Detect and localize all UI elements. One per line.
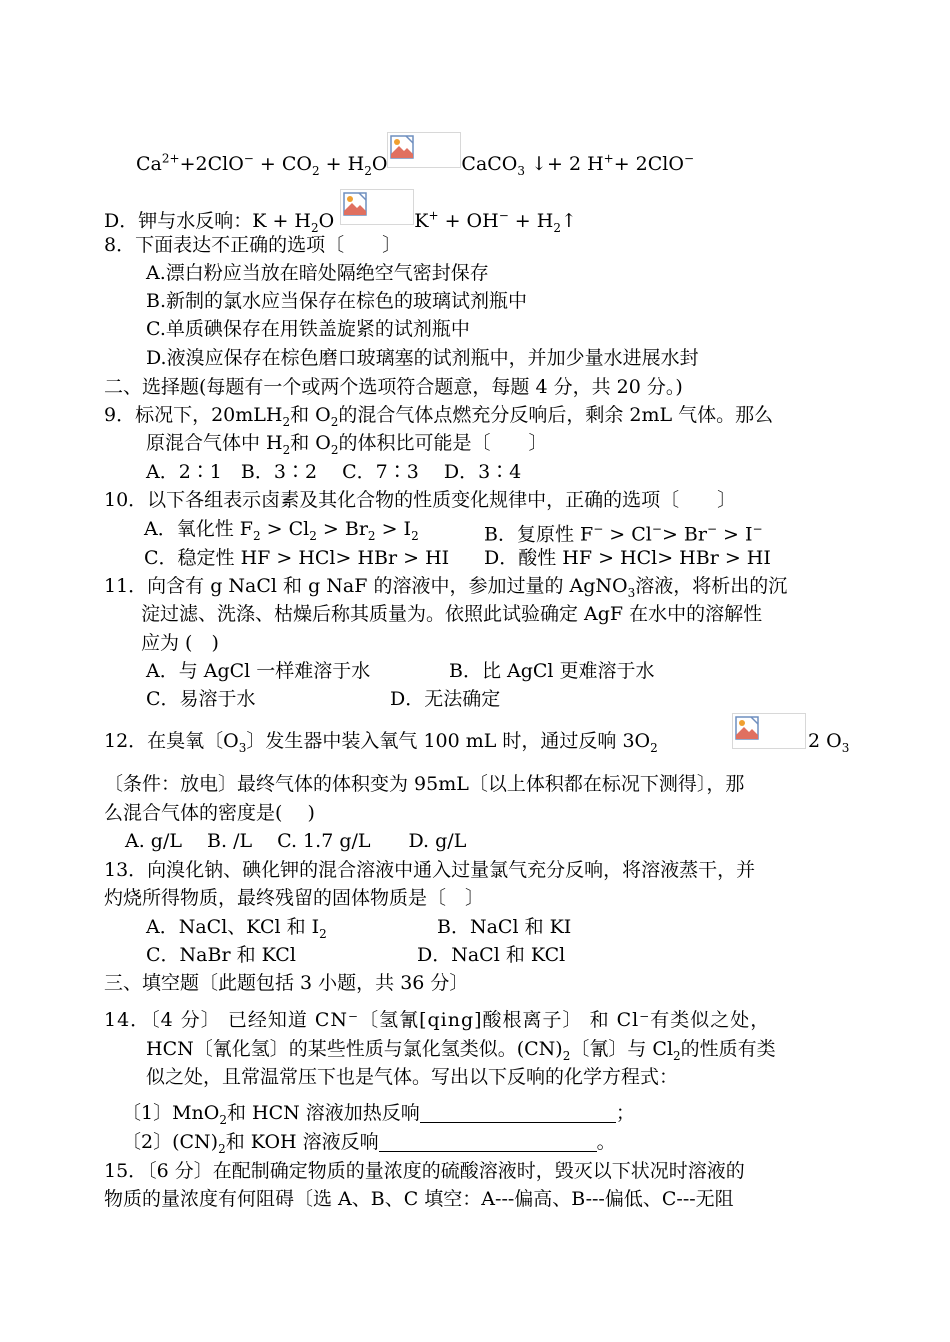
q13-line-1: 13．向溴化钠、碘化钾的混合溶液中通入过量氯气充分反响，将溶液蒸干，并 <box>104 859 756 881</box>
text: 2 O <box>808 730 842 752</box>
text: ↓+ 2 H <box>525 153 604 175</box>
q12-line-2: 〔条件：放电〕最终气体的体积变为 95mL〔以上体积都在标况下测得〕，那 <box>104 773 745 795</box>
q8-option-c: C.单质碘保存在用铁盖旋紧的试剂瓶中 <box>146 318 470 340</box>
q11-option-b: B．比 AgCl 更难溶于水 <box>449 660 655 682</box>
q11-line-3: 应为 ( ) <box>141 632 219 654</box>
text: + 2ClO <box>613 153 684 175</box>
q12-line-3: 么混合气体的密度是( ) <box>104 802 315 824</box>
text: 。 <box>596 1131 616 1153</box>
text: 和 O <box>290 432 331 454</box>
subscript: 2 <box>252 528 261 543</box>
text: D．钾与水反响：K + H <box>104 210 311 232</box>
subscript: 2 <box>330 414 339 429</box>
subscript: 2 <box>367 528 376 543</box>
text: > Cl <box>603 523 652 546</box>
subscript: 2 <box>553 220 561 235</box>
q11-option-a: A．与 AgCl 一样难溶于水 <box>146 660 371 682</box>
superscript: + <box>603 151 614 166</box>
q12-options: A. g/L B. /L C. 1.7 g/L D. g/L <box>125 830 467 852</box>
text: K <box>414 210 429 232</box>
text: HCN〔氰化氢〕的某些性质与氯化氢类似。(CN) <box>146 1038 563 1060</box>
text: O <box>371 153 388 175</box>
subscript: 2 <box>219 1112 227 1127</box>
q8-option-a: A.漂白粉应当放在暗处隔绝空气密封保存 <box>146 262 489 284</box>
subscript: 2 <box>282 442 291 457</box>
q7-c-equation <box>136 132 694 184</box>
text: 9．标况下，20mLH <box>104 404 283 426</box>
text: Ca <box>136 153 162 175</box>
text: + H <box>319 153 365 175</box>
text: ； <box>615 1102 635 1124</box>
text: 〔氰〕与 Cl <box>570 1038 674 1060</box>
text: 〔1〕MnO <box>122 1102 220 1124</box>
subscript: 3 <box>238 740 247 755</box>
text: 〕发生器中装入氧气 100 mL 时，通过反响 3O <box>246 730 651 752</box>
q14-line-1: 14．〔4 分〕 已经知道 CN⁻〔氢氰[qing]酸根离子〕 和 Cl⁻有类似之处， <box>104 1009 771 1031</box>
superscript: − <box>683 151 695 166</box>
q10-option-a <box>144 516 419 549</box>
text: + H <box>508 210 554 232</box>
q11-option-c: C．易溶于水 <box>146 688 256 710</box>
superscript: − <box>593 522 604 536</box>
q9-options: A．2∶1 B．3∶2 C．7∶3 D．3∶4 <box>146 461 522 483</box>
text: 和 KOH 溶液反响 <box>225 1131 379 1153</box>
text: > I <box>717 523 753 546</box>
text: CaCO <box>461 153 518 175</box>
text: + CO <box>253 153 312 175</box>
text: +2ClO <box>179 153 244 175</box>
broken-image-icon <box>340 189 414 225</box>
subscript: 2 <box>562 1048 571 1063</box>
q11-option-d: D．无法确定 <box>390 688 501 710</box>
q13-option-c: C．NaBr 和 KCl <box>146 944 296 966</box>
q10-option-c: C．稳定性 HF > HCl> HBr > HI <box>144 547 450 569</box>
q13-line-2: 灼烧所得物质，最终残留的固体物质是〔 〕 <box>104 887 485 909</box>
superscript: − <box>706 522 718 536</box>
subscript: 2 <box>282 414 291 429</box>
superscript: − <box>243 151 254 166</box>
broken-image-icon <box>732 713 806 749</box>
text: > Cl <box>260 518 310 540</box>
q14-sub-1 <box>122 1100 635 1133</box>
text: ↑ <box>560 210 577 232</box>
q10-stem: 10．以下各组表示卤素及其化合物的性质变化规律中，正确的选项〔 〕 <box>104 489 737 511</box>
text: 的体积比可能是〔 〕 <box>338 432 548 454</box>
text: > Br <box>661 523 707 546</box>
subscript: 2 <box>218 1141 226 1156</box>
subscript: 2 <box>673 1048 681 1063</box>
text: 12．在臭氧〔O <box>104 730 239 752</box>
subscript: 2 <box>411 528 419 543</box>
section-3-heading: 三、填空题〔此题包括 3 小题，共 36 分〕 <box>104 972 469 994</box>
q10-option-d: D．酸性 HF > HCl> HBr > HI <box>484 547 771 569</box>
text: A．氧化性 F <box>144 518 253 540</box>
text: 〔2〕(CN) <box>122 1131 219 1153</box>
subscript: 3 <box>517 163 526 178</box>
q13-option-d: D．NaCl 和 KCl <box>417 944 566 966</box>
subscript: 2 <box>364 163 372 178</box>
q8-stem: 8．下面表达不正确的选项〔 〕 <box>104 234 402 256</box>
text: 的性质有类 <box>680 1038 776 1060</box>
q15-line-2: 物质的量浓度有何阻碍〔选 A、B、C 填空：A---偏高、B---偏低、C---无阻 <box>104 1188 734 1210</box>
q15-line-1: 15．〔6 分〕在配制确定物质的量浓度的硫酸溶液时，毁灭以下状况时溶液的 <box>104 1160 745 1182</box>
text: 的混合气体点燃充分反响后，剩余 2mL 气体。那么 <box>338 404 774 426</box>
superscript: + <box>428 208 439 223</box>
superscript: 2+ <box>161 151 180 166</box>
q12-product <box>808 728 849 761</box>
q10-option-b <box>484 516 763 547</box>
superscript: − <box>498 208 509 223</box>
text: 原混合气体中 H <box>146 432 283 454</box>
text: > I <box>375 518 412 540</box>
q11-line-2: 淀过滤、洗涤、枯燥后称其质量为。依照此试验确定 AgF 在水中的溶解性 <box>141 603 763 625</box>
q14-sub-2 <box>122 1129 616 1162</box>
text: O <box>318 210 341 232</box>
answer-blank[interactable] <box>379 1131 597 1152</box>
subscript: 3 <box>627 585 636 600</box>
text: 11．向含有 g NaCl 和 g NaF 的溶液中，参加过量的 AgNO <box>104 575 628 597</box>
subscript: 2 <box>311 220 319 235</box>
text: > Br <box>316 518 368 540</box>
text: + OH <box>438 210 499 232</box>
text: 溶液，将析出的沉 <box>635 575 788 597</box>
text: B．复原性 F <box>484 523 594 546</box>
subscript: 3 <box>841 740 850 755</box>
superscript: − <box>752 522 763 536</box>
q14-line-3: 似之处，且常温常压下也是气体。写出以下反响的化学方程式： <box>146 1066 679 1088</box>
subscript: 2 <box>319 926 327 941</box>
q13-option-b: B．NaCl 和 KI <box>437 916 572 938</box>
q8-option-d: D.液溴应保存在棕色磨口玻璃塞的试剂瓶中，并加少量水进展水封 <box>146 347 699 369</box>
subscript: 2 <box>650 740 658 755</box>
text: 和 O <box>290 404 331 426</box>
q8-option-b: B.新制的氯水应当保存在棕色的玻璃试剂瓶中 <box>146 290 528 312</box>
text: A．NaCl、KCl 和 I <box>146 916 320 938</box>
subscript: 2 <box>309 528 317 543</box>
subscript: 2 <box>311 163 320 178</box>
q9-line-2 <box>146 430 548 463</box>
broken-image-icon <box>387 132 461 168</box>
answer-blank[interactable] <box>420 1102 616 1123</box>
subscript: 2 <box>330 442 339 457</box>
text: 和 HCN 溶液加热反响 <box>227 1102 420 1124</box>
section-2-heading: 二、选择题(每题有一个或两个选项符合题意，每题 4 分，共 20 分。) <box>104 376 683 398</box>
q12-line-1 <box>104 728 658 761</box>
superscript: − <box>651 522 662 536</box>
